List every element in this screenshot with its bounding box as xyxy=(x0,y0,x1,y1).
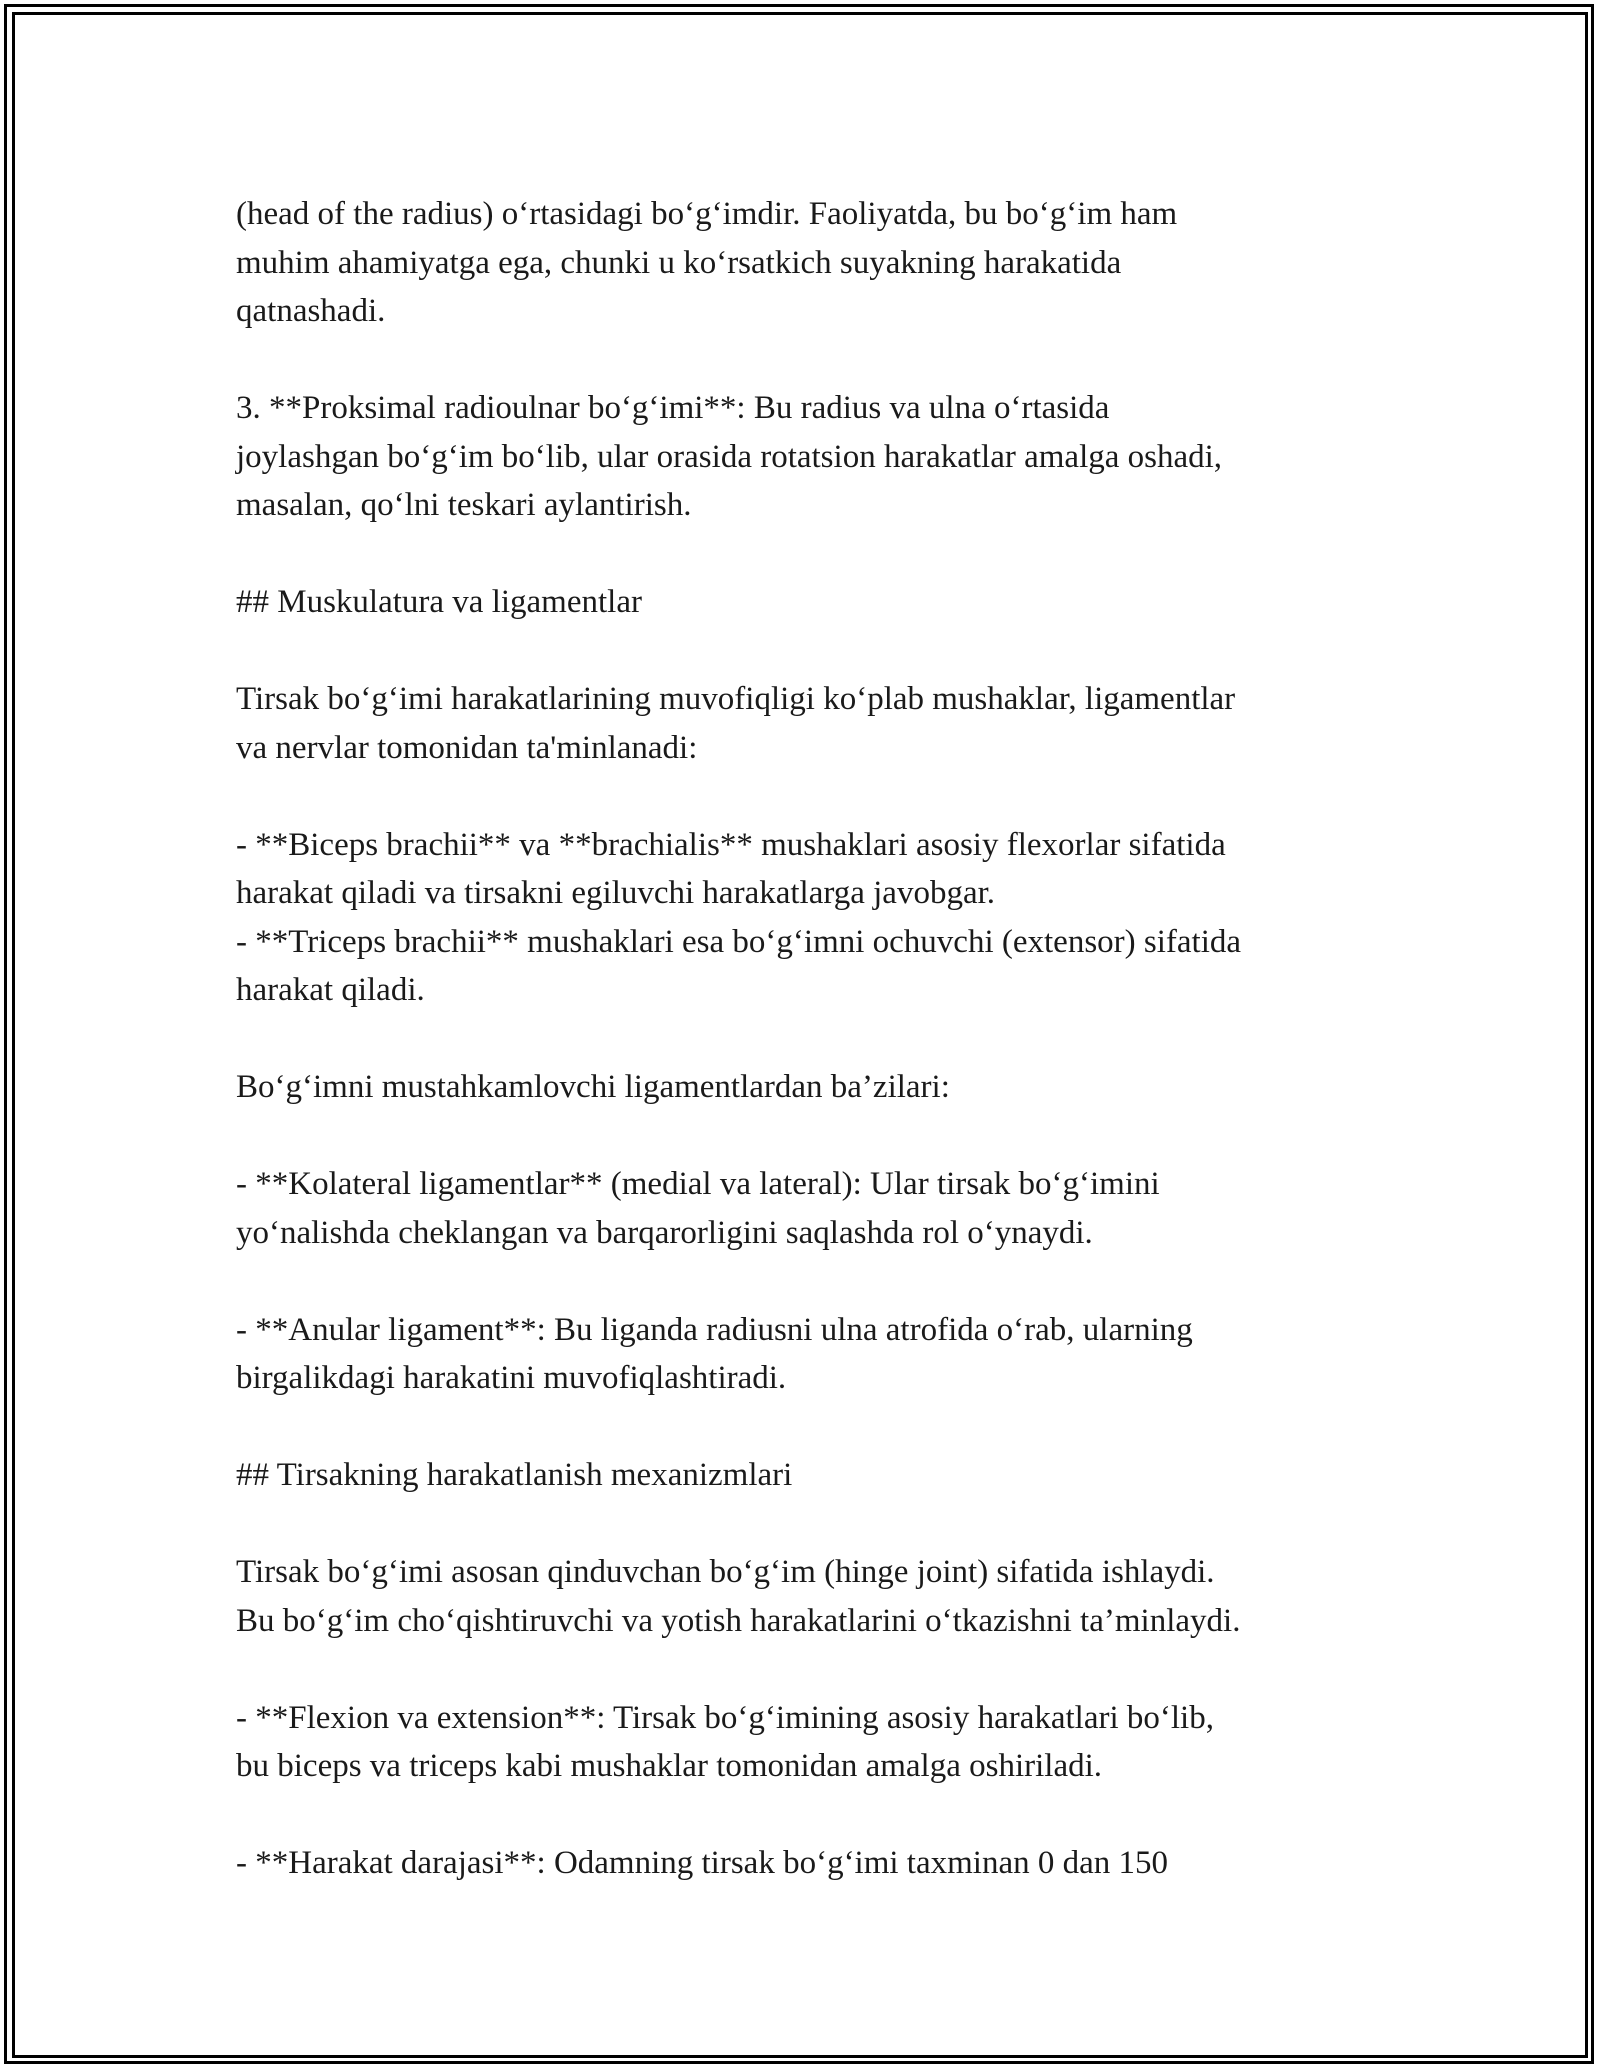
list-item-line: - **Biceps brachii** va **brachialis** mushaklari asosiy flexorlar sifatida xyxy=(236,826,1226,863)
heading-text: ## Muskulatura va ligamentlar xyxy=(236,584,642,620)
list-item-line: harakat qiladi va tirsakni egiluvchi harakatlarga javobgar. xyxy=(236,875,996,911)
list-item-line: - **Anular ligament**: Bu liganda radiusni ulna atrofida o‘rab, ularning xyxy=(236,1311,1193,1348)
text-line: masalan, qo‘lni teskari aylantirish. xyxy=(236,487,692,523)
list-item-line: birgalikdagi harakatini muvofiqlashtiradi. xyxy=(236,1360,787,1396)
paragraph-hinge-joint xyxy=(236,1548,1396,1645)
heading-text: ## Tirsakning harakatlanish mexanizmlari xyxy=(236,1457,793,1493)
text-line: joylashgan bo‘g‘im bo‘lib, ular orasida rotatsion harakatlar amalga oshadi, xyxy=(236,438,1223,475)
heading-muscles-ligaments xyxy=(236,578,1396,627)
list-item-flexion-extension xyxy=(236,1694,1396,1791)
list-item-line: - **Kolateral ligamentlar** (medial va lateral): Ular tirsak bo‘g‘imini xyxy=(236,1166,1160,1202)
list-item-line: - **Harakat darajasi**: Odamning tirsak bo‘g‘imi taxminan 0 dan 150 xyxy=(236,1845,1169,1881)
list-item-range-of-motion xyxy=(236,1839,1396,1888)
text-line: (head of the radius) o‘rtasidagi bo‘g‘imdir. Faoliyatda, bu bo‘g‘im ham xyxy=(236,196,1178,232)
paragraph-ligaments-intro xyxy=(236,1063,1396,1112)
list-item-line: bu biceps va triceps kabi mushaklar tomonidan amalga oshiriladi. xyxy=(236,1748,1103,1784)
list-item-line: - **Triceps brachii** mushaklari esa bo‘g‘imni ochuvchi (extensor) sifatida xyxy=(236,923,1242,960)
list-item-line: harakat qiladi. xyxy=(236,972,425,1008)
list-item-collateral-ligaments xyxy=(236,1160,1396,1257)
text-line: va nervlar tomonidan ta'minlanadi: xyxy=(236,729,698,766)
text-line: muhim ahamiyatga ega, chunki u ko‘rsatkich suyakning harakatida xyxy=(236,244,1122,281)
text-line: 3. **Proksimal radioulnar bo‘g‘imi**: Bu radius va ulna o‘rtasida xyxy=(236,390,1110,426)
text-line: Tirsak bo‘g‘imi asosan qinduvchan bo‘g‘im (hinge joint) sifatida ishlaydi. xyxy=(236,1554,1215,1590)
document-body xyxy=(236,190,1396,1888)
heading-movement-mechanisms xyxy=(236,1451,1396,1500)
text-line: Bo‘g‘imni mustahkamlovchi ligamentlardan ba’zilari: xyxy=(236,1069,950,1105)
text-line: qatnashadi. xyxy=(236,293,386,329)
text-line: Bu bo‘g‘im cho‘qishtiruvchi va yotish harakatlarini o‘tkazishni ta’minlaydi. xyxy=(236,1602,1241,1639)
list-item-line: yo‘nalishda cheklangan va barqarorligini saqlashda rol o‘ynaydi. xyxy=(236,1214,1093,1251)
paragraph-muscles-intro xyxy=(236,675,1396,772)
paragraph-radiohumeral-continued xyxy=(236,190,1396,336)
list-muscles xyxy=(236,821,1396,1015)
text-line: Tirsak bo‘g‘imi harakatlarining muvofiqligi ko‘plab mushaklar, ligamentlar xyxy=(236,681,1236,717)
paragraph-proximal-radioulnar xyxy=(236,384,1396,530)
list-item-line: - **Flexion va extension**: Tirsak bo‘g‘imining asosiy harakatlari bo‘lib, xyxy=(236,1699,1214,1736)
list-item-annular-ligament xyxy=(236,1306,1396,1403)
